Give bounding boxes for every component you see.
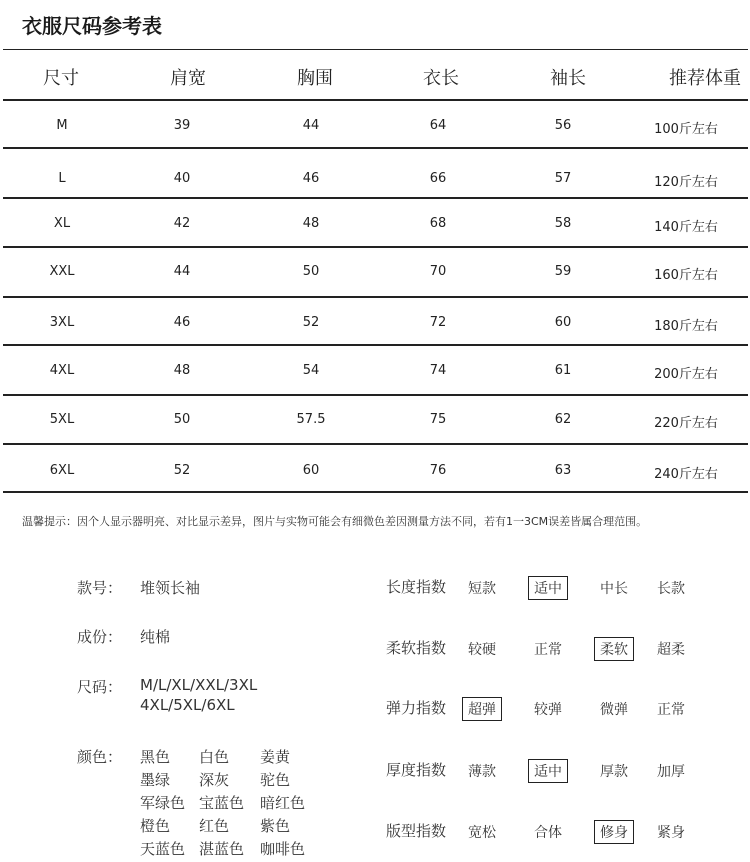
color-option: 宝蓝色 <box>199 794 245 812</box>
style-value: 堆领长袖 <box>140 579 201 597</box>
index-option: 较硬 <box>468 642 496 658</box>
table-rule <box>3 296 748 298</box>
table-cell: 76 <box>429 463 447 478</box>
table-header-cell: 推荐体重 <box>669 68 741 89</box>
index-option-selected: 适中 <box>528 759 568 783</box>
table-cell: 70 <box>429 264 447 279</box>
index-label: 长度指数 <box>386 578 447 596</box>
color-option: 军绿色 <box>140 794 186 812</box>
table-cell: 58 <box>554 216 572 231</box>
table-rule <box>3 443 748 445</box>
size-values-line-2: 4XL/5XL/6XL <box>140 696 235 714</box>
table-cell: 72 <box>429 315 447 330</box>
table-cell: 52 <box>302 315 320 330</box>
index-option: 紧身 <box>657 825 685 841</box>
table-cell: 54 <box>302 363 320 378</box>
table-cell: 66 <box>429 171 447 186</box>
table-header-cell: 胸围 <box>297 68 333 89</box>
table-header-cell: 肩宽 <box>170 68 206 89</box>
table-rule <box>3 491 748 493</box>
table-header-cell: 袖长 <box>550 68 586 89</box>
color-option: 暗红色 <box>260 794 306 812</box>
size-label: 尺码： <box>77 678 123 696</box>
table-cell: 50 <box>302 264 320 279</box>
table-cell: 64 <box>429 118 447 133</box>
table-rule <box>3 394 748 396</box>
index-option-selected: 适中 <box>528 576 568 600</box>
table-cell: 46 <box>302 171 320 186</box>
index-option: 正常 <box>657 702 685 718</box>
table-cell: 44 <box>302 118 320 133</box>
index-option: 超柔 <box>657 642 685 658</box>
table-cell: 4XL <box>49 363 75 378</box>
material-value: 纯棉 <box>140 628 171 646</box>
table-header-cell: 衣长 <box>423 68 459 89</box>
table-cell: 5XL <box>49 412 75 427</box>
table-cell: 59 <box>554 264 572 279</box>
index-option: 合体 <box>534 825 562 841</box>
table-cell: XXL <box>49 264 75 279</box>
table-cell: XL <box>53 216 71 231</box>
table-cell: 39 <box>173 118 191 133</box>
table-cell: 50 <box>173 412 191 427</box>
index-option-selected: 修身 <box>594 820 634 844</box>
table-cell: 60 <box>302 463 320 478</box>
size-values-line-1: M/L/XL/XXL/3XL <box>140 676 258 694</box>
color-option: 橙色 <box>140 817 171 835</box>
table-cell: 68 <box>429 216 447 231</box>
table-header-cell: 尺寸 <box>43 68 79 89</box>
index-label: 弹力指数 <box>386 699 447 717</box>
color-option: 黑色 <box>140 748 171 766</box>
table-cell: 3XL <box>49 315 75 330</box>
table-cell: 6XL <box>49 463 75 478</box>
table-cell: 42 <box>173 216 191 231</box>
color-option: 姜黄 <box>260 748 291 766</box>
color-option: 红色 <box>199 817 230 835</box>
table-rule <box>3 147 748 149</box>
table-cell: L <box>58 171 66 186</box>
color-option: 驼色 <box>260 771 291 789</box>
table-cell: 220斤左右 <box>654 416 718 431</box>
color-option: 湛蓝色 <box>199 840 245 858</box>
table-cell: 120斤左右 <box>654 175 718 190</box>
table-cell: 180斤左右 <box>654 319 718 334</box>
index-option: 短款 <box>468 581 496 597</box>
color-option: 白色 <box>199 748 230 766</box>
index-label: 版型指数 <box>386 822 447 840</box>
table-cell: 75 <box>429 412 447 427</box>
index-label: 厚度指数 <box>386 761 447 779</box>
table-cell: M <box>56 118 68 133</box>
index-option: 加厚 <box>657 764 685 780</box>
index-option-selected: 柔软 <box>594 637 634 661</box>
index-option: 厚款 <box>600 764 628 780</box>
table-rule <box>3 49 748 50</box>
index-option-selected: 超弹 <box>462 697 502 721</box>
index-option: 微弹 <box>600 702 628 718</box>
table-cell: 74 <box>429 363 447 378</box>
material-label: 成份： <box>77 628 123 646</box>
index-label: 柔软指数 <box>386 639 447 657</box>
color-label: 颜色： <box>77 748 123 766</box>
table-cell: 44 <box>173 264 191 279</box>
color-option: 紫色 <box>260 817 291 835</box>
table-cell: 63 <box>554 463 572 478</box>
table-cell: 140斤左右 <box>654 220 718 235</box>
table-cell: 240斤左右 <box>654 467 718 482</box>
table-cell: 200斤左右 <box>654 367 718 382</box>
table-cell: 160斤左右 <box>654 268 718 283</box>
table-cell: 56 <box>554 118 572 133</box>
index-option: 正常 <box>534 642 562 658</box>
index-option: 较弹 <box>534 702 562 718</box>
table-cell: 62 <box>554 412 572 427</box>
index-option: 长款 <box>657 581 685 597</box>
table-rule <box>3 246 748 248</box>
table-cell: 46 <box>173 315 191 330</box>
table-rule <box>3 99 748 101</box>
color-option: 天蓝色 <box>140 840 186 858</box>
page-title: 衣服尺码参考表 <box>22 14 162 38</box>
table-rule <box>3 197 748 199</box>
table-cell: 48 <box>302 216 320 231</box>
table-cell: 61 <box>554 363 572 378</box>
color-option: 墨绿 <box>140 771 171 789</box>
warm-tip: 温馨提示：因个人显示器明亮、对比显示差异，图片与实物可能会有细微色差因测量方法不同，若有1一3CM误差皆属合理范围。 <box>22 515 648 528</box>
color-option: 深灰 <box>199 771 230 789</box>
table-rule <box>3 344 748 346</box>
index-option: 宽松 <box>468 825 496 841</box>
table-cell: 57 <box>554 171 572 186</box>
table-cell: 40 <box>173 171 191 186</box>
table-cell: 60 <box>554 315 572 330</box>
index-option: 中长 <box>600 581 628 597</box>
index-option: 薄款 <box>468 764 496 780</box>
color-option: 咖啡色 <box>260 840 306 858</box>
table-cell: 100斤左右 <box>654 122 718 137</box>
table-cell: 57.5 <box>296 412 326 427</box>
table-cell: 48 <box>173 363 191 378</box>
table-cell: 52 <box>173 463 191 478</box>
style-label: 款号： <box>77 579 123 597</box>
